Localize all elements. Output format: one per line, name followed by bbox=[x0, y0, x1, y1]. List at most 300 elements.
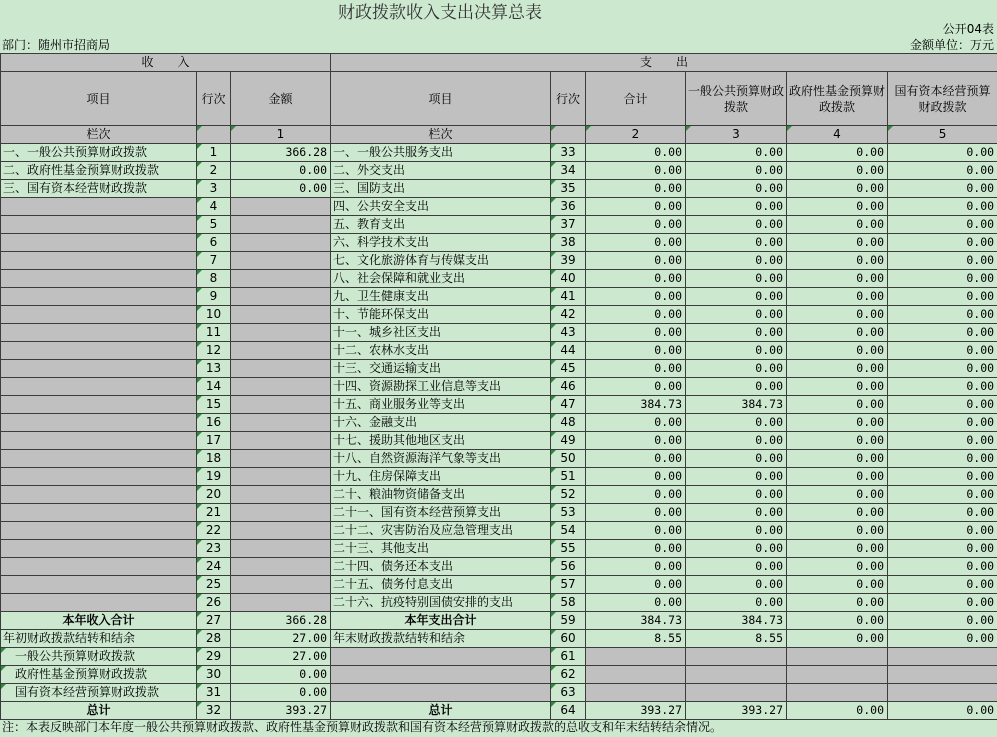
income-line-no: 30 bbox=[197, 666, 231, 684]
income-item bbox=[1, 522, 197, 540]
soe-capital-header: 国有资本经营预算财政拨款 bbox=[888, 72, 997, 126]
income-item-header: 项目 bbox=[1, 72, 197, 126]
expense-item: 二十四、债务还本支出 bbox=[331, 558, 551, 576]
expense-line-no: 34 bbox=[551, 162, 586, 180]
income-amount bbox=[231, 594, 331, 612]
expense-item: 二十二、灾害防治及应急管理支出 bbox=[331, 522, 551, 540]
income-item bbox=[1, 378, 197, 396]
col-index-1: 1 bbox=[231, 126, 331, 144]
income-item: 三、国有资本经营财政拨款 bbox=[1, 180, 197, 198]
expense-item: 十七、援助其他地区支出 bbox=[331, 432, 551, 450]
expense-total: 0.00 bbox=[586, 486, 686, 504]
income-item bbox=[1, 252, 197, 270]
expense-gov-fund: 0.00 bbox=[787, 414, 888, 432]
expense-soe-capital: 0.00 bbox=[888, 576, 997, 594]
income-amount bbox=[231, 342, 331, 360]
closing-balance-label: 年末财政拨款结转和结余 bbox=[331, 630, 551, 648]
table-row bbox=[1, 234, 997, 252]
expense-general-budget: 0.00 bbox=[686, 198, 787, 216]
expense-item: 十、节能环保支出 bbox=[331, 306, 551, 324]
expense-general-budget: 0.00 bbox=[686, 576, 787, 594]
expense-line-no: 61 bbox=[551, 648, 586, 666]
table-row bbox=[1, 558, 997, 576]
income-item bbox=[1, 576, 197, 594]
income-item bbox=[1, 396, 197, 414]
expense-line-no: 47 bbox=[551, 396, 586, 414]
empty-cell bbox=[331, 666, 551, 684]
expense-gov-fund: 0.00 bbox=[787, 702, 888, 720]
income-line-no: 1 bbox=[197, 144, 231, 162]
expense-soe-capital: 0.00 bbox=[888, 702, 997, 720]
income-item bbox=[1, 342, 197, 360]
income-item bbox=[1, 432, 197, 450]
expense-line-no: 44 bbox=[551, 342, 586, 360]
expense-item: 八、社会保障和就业支出 bbox=[331, 270, 551, 288]
gov-fund-header: 政府性基金预算财政拨款 bbox=[787, 72, 888, 126]
expense-soe-capital: 0.00 bbox=[888, 252, 997, 270]
year-expense-total-label: 本年支出合计 bbox=[331, 612, 551, 630]
expense-gov-fund: 0.00 bbox=[787, 504, 888, 522]
table-row bbox=[1, 468, 997, 486]
col-index-3: 3 bbox=[686, 126, 787, 144]
table-row bbox=[1, 198, 997, 216]
income-amount bbox=[231, 324, 331, 342]
expense-soe-capital: 0.00 bbox=[888, 306, 997, 324]
expense-total: 0.00 bbox=[586, 522, 686, 540]
col-index-2: 2 bbox=[586, 126, 686, 144]
income-amount bbox=[231, 522, 331, 540]
expense-general-budget: 8.55 bbox=[686, 630, 787, 648]
income-amount bbox=[231, 558, 331, 576]
income-item bbox=[1, 306, 197, 324]
income-line-no: 12 bbox=[197, 342, 231, 360]
income-item bbox=[1, 558, 197, 576]
empty-cell bbox=[888, 648, 997, 666]
income-line-no: 15 bbox=[197, 396, 231, 414]
income-line-no: 16 bbox=[197, 414, 231, 432]
expense-line-no: 55 bbox=[551, 540, 586, 558]
expense-line-no: 43 bbox=[551, 324, 586, 342]
expense-total: 0.00 bbox=[586, 540, 686, 558]
expense-line-no: 45 bbox=[551, 360, 586, 378]
income-item: 二、政府性基金预算财政拨款 bbox=[1, 162, 197, 180]
expense-gov-fund: 0.00 bbox=[787, 594, 888, 612]
income-grand-total-label: 总计 bbox=[1, 702, 197, 720]
expense-item: 三、国防支出 bbox=[331, 180, 551, 198]
expense-item: 四、公共安全支出 bbox=[331, 198, 551, 216]
expense-item: 十八、自然资源海洋气象等支出 bbox=[331, 450, 551, 468]
income-item bbox=[1, 468, 197, 486]
table-row bbox=[1, 378, 997, 396]
general-budget-header: 一般公共预算财政拨款 bbox=[686, 72, 787, 126]
expense-line-no: 40 bbox=[551, 270, 586, 288]
income-line-no: 20 bbox=[197, 486, 231, 504]
empty-cell bbox=[331, 684, 551, 702]
income-line-no: 28 bbox=[197, 630, 231, 648]
expense-general-budget: 0.00 bbox=[686, 306, 787, 324]
expense-total: 0.00 bbox=[586, 306, 686, 324]
expense-soe-capital: 0.00 bbox=[888, 540, 997, 558]
expense-item: 十三、交通运输支出 bbox=[331, 360, 551, 378]
expense-item: 二十三、其他支出 bbox=[331, 540, 551, 558]
table-row bbox=[1, 180, 997, 198]
table-row bbox=[1, 594, 997, 612]
income-item bbox=[1, 594, 197, 612]
expense-item: 十四、资源勘探工业信息等支出 bbox=[331, 378, 551, 396]
expense-line-no: 49 bbox=[551, 432, 586, 450]
expense-total: 393.27 bbox=[586, 702, 686, 720]
expense-general-budget: 0.00 bbox=[686, 522, 787, 540]
expense-line-no: 37 bbox=[551, 216, 586, 234]
expense-item: 十五、商业服务业等支出 bbox=[331, 396, 551, 414]
expense-gov-fund: 0.00 bbox=[787, 630, 888, 648]
form-code: 公开04表 bbox=[942, 22, 994, 36]
grand-total-row bbox=[1, 702, 997, 720]
income-line-no: 9 bbox=[197, 288, 231, 306]
expense-line-no: 63 bbox=[551, 684, 586, 702]
expense-total: 0.00 bbox=[586, 216, 686, 234]
table-row bbox=[1, 252, 997, 270]
expense-line-no: 64 bbox=[551, 702, 586, 720]
expense-item: 二十、粮油物资储备支出 bbox=[331, 486, 551, 504]
expense-item: 九、卫生健康支出 bbox=[331, 288, 551, 306]
expense-general-budget: 0.00 bbox=[686, 216, 787, 234]
expense-general-budget: 0.00 bbox=[686, 594, 787, 612]
expense-grand-total-label: 总计 bbox=[331, 702, 551, 720]
expense-gov-fund: 0.00 bbox=[787, 324, 888, 342]
table-row bbox=[1, 396, 997, 414]
income-line-no: 17 bbox=[197, 432, 231, 450]
expense-line-no: 38 bbox=[551, 234, 586, 252]
expense-line-no: 48 bbox=[551, 414, 586, 432]
expense-general-budget: 0.00 bbox=[686, 450, 787, 468]
expense-gov-fund: 0.00 bbox=[787, 558, 888, 576]
income-amount: 366.28 bbox=[231, 144, 331, 162]
expense-gov-fund: 0.00 bbox=[787, 234, 888, 252]
empty-cell bbox=[586, 648, 686, 666]
expense-line-no: 52 bbox=[551, 486, 586, 504]
expense-soe-capital: 0.00 bbox=[888, 270, 997, 288]
table-row bbox=[1, 360, 997, 378]
income-item: 一、一般公共预算财政拨款 bbox=[1, 144, 197, 162]
expense-gov-fund: 0.00 bbox=[787, 396, 888, 414]
expense-total: 0.00 bbox=[586, 504, 686, 522]
income-amount bbox=[231, 396, 331, 414]
income-line-no: 13 bbox=[197, 360, 231, 378]
expense-item: 二十六、抗疫特别国债安排的支出 bbox=[331, 594, 551, 612]
income-line-no: 26 bbox=[197, 594, 231, 612]
table-row bbox=[1, 576, 997, 594]
expense-general-budget: 0.00 bbox=[686, 270, 787, 288]
expense-general-budget: 0.00 bbox=[686, 558, 787, 576]
expense-total: 0.00 bbox=[586, 378, 686, 396]
opening-sub-label: 政府性基金预算财政拨款 bbox=[1, 666, 197, 684]
expense-gov-fund: 0.00 bbox=[787, 576, 888, 594]
income-amount bbox=[231, 216, 331, 234]
expense-total: 0.00 bbox=[586, 252, 686, 270]
income-amount bbox=[231, 378, 331, 396]
expense-total: 0.00 bbox=[586, 342, 686, 360]
expense-line-no: 51 bbox=[551, 468, 586, 486]
income-line-no: 24 bbox=[197, 558, 231, 576]
expense-item: 二十一、国有资本经营预算支出 bbox=[331, 504, 551, 522]
income-amount bbox=[231, 414, 331, 432]
expense-general-budget: 0.00 bbox=[686, 378, 787, 396]
expense-general-budget: 0.00 bbox=[686, 432, 787, 450]
income-amount bbox=[231, 234, 331, 252]
expense-line-no: 54 bbox=[551, 522, 586, 540]
income-item bbox=[1, 504, 197, 522]
expense-line-no: 59 bbox=[551, 612, 586, 630]
income-amount bbox=[231, 360, 331, 378]
income-line-no: 18 bbox=[197, 450, 231, 468]
income-amount bbox=[231, 270, 331, 288]
expense-line-no: 42 bbox=[551, 306, 586, 324]
income-line-no: 23 bbox=[197, 540, 231, 558]
income-item bbox=[1, 414, 197, 432]
income-amount-header: 金额 bbox=[231, 72, 331, 126]
expense-line-header: 行次 bbox=[551, 72, 586, 126]
expense-total: 0.00 bbox=[586, 360, 686, 378]
expense-general-budget: 0.00 bbox=[686, 162, 787, 180]
income-item bbox=[1, 540, 197, 558]
income-line-no: 25 bbox=[197, 576, 231, 594]
expense-line-no: 60 bbox=[551, 630, 586, 648]
expense-general-budget: 0.00 bbox=[686, 234, 787, 252]
income-amount bbox=[231, 576, 331, 594]
income-line-no: 22 bbox=[197, 522, 231, 540]
income-line-no: 10 bbox=[197, 306, 231, 324]
expense-line-no: 35 bbox=[551, 180, 586, 198]
expense-soe-capital: 0.00 bbox=[888, 144, 997, 162]
expense-soe-capital: 0.00 bbox=[888, 234, 997, 252]
income-line-no: 7 bbox=[197, 252, 231, 270]
empty-cell bbox=[686, 648, 787, 666]
col-index-4: 4 bbox=[787, 126, 888, 144]
expense-item: 五、教育支出 bbox=[331, 216, 551, 234]
expense-general-budget: 384.73 bbox=[686, 396, 787, 414]
opening-sub-amount: 27.00 bbox=[231, 648, 331, 666]
income-amount bbox=[231, 468, 331, 486]
col-index-blank bbox=[551, 126, 586, 144]
income-item bbox=[1, 216, 197, 234]
expense-general-budget: 384.73 bbox=[686, 612, 787, 630]
empty-cell bbox=[888, 684, 997, 702]
income-line-no: 2 bbox=[197, 162, 231, 180]
expense-general-budget: 0.00 bbox=[686, 342, 787, 360]
expense-line-no: 36 bbox=[551, 198, 586, 216]
income-line-no: 21 bbox=[197, 504, 231, 522]
expense-gov-fund: 0.00 bbox=[787, 180, 888, 198]
empty-cell bbox=[787, 648, 888, 666]
expense-total: 0.00 bbox=[586, 180, 686, 198]
income-line-no: 32 bbox=[197, 702, 231, 720]
expense-gov-fund: 0.00 bbox=[787, 450, 888, 468]
expense-soe-capital: 0.00 bbox=[888, 360, 997, 378]
income-line-no: 11 bbox=[197, 324, 231, 342]
expense-total: 0.00 bbox=[586, 288, 686, 306]
table-row bbox=[1, 504, 997, 522]
income-line-header: 行次 bbox=[197, 72, 231, 126]
table-row bbox=[1, 306, 997, 324]
income-group-header: 收 入 bbox=[1, 54, 331, 72]
expense-total: 0.00 bbox=[586, 270, 686, 288]
income-item bbox=[1, 288, 197, 306]
income-item bbox=[1, 450, 197, 468]
opening-sub-amount: 0.00 bbox=[231, 666, 331, 684]
expense-line-no: 57 bbox=[551, 576, 586, 594]
expense-line-no: 62 bbox=[551, 666, 586, 684]
table-row bbox=[1, 270, 997, 288]
expense-general-budget: 0.00 bbox=[686, 324, 787, 342]
column-header-row bbox=[1, 72, 997, 126]
income-amount: 0.00 bbox=[231, 162, 331, 180]
col-index-5: 5 bbox=[888, 126, 997, 144]
expense-general-budget: 0.00 bbox=[686, 414, 787, 432]
empty-cell bbox=[787, 684, 888, 702]
income-line-no: 6 bbox=[197, 234, 231, 252]
expense-general-budget: 0.00 bbox=[686, 180, 787, 198]
expense-general-budget: 0.00 bbox=[686, 252, 787, 270]
expense-soe-capital: 0.00 bbox=[888, 162, 997, 180]
expense-soe-capital: 0.00 bbox=[888, 468, 997, 486]
table-row bbox=[1, 144, 997, 162]
year-income-total-amount: 366.28 bbox=[231, 612, 331, 630]
expense-line-no: 46 bbox=[551, 378, 586, 396]
income-amount bbox=[231, 198, 331, 216]
income-line-no: 29 bbox=[197, 648, 231, 666]
expense-gov-fund: 0.00 bbox=[787, 378, 888, 396]
income-line-no: 19 bbox=[197, 468, 231, 486]
empty-cell bbox=[686, 666, 787, 684]
department-label: 部门：随州市招商局 bbox=[2, 38, 111, 52]
expense-gov-fund: 0.00 bbox=[787, 432, 888, 450]
table-row bbox=[1, 414, 997, 432]
expense-total: 0.00 bbox=[586, 450, 686, 468]
expense-total: 0.00 bbox=[586, 162, 686, 180]
empty-cell bbox=[331, 648, 551, 666]
expense-gov-fund: 0.00 bbox=[787, 288, 888, 306]
income-line-no: 14 bbox=[197, 378, 231, 396]
opening-balance-label: 年初财政拨款结转和结余 bbox=[1, 630, 197, 648]
expense-total: 0.00 bbox=[586, 468, 686, 486]
expense-total: 0.00 bbox=[586, 576, 686, 594]
empty-cell bbox=[586, 684, 686, 702]
expense-item: 十一、城乡社区支出 bbox=[331, 324, 551, 342]
income-item bbox=[1, 234, 197, 252]
expense-total: 384.73 bbox=[586, 612, 686, 630]
expense-line-no: 33 bbox=[551, 144, 586, 162]
expense-line-no: 41 bbox=[551, 288, 586, 306]
income-amount bbox=[231, 306, 331, 324]
expense-general-budget: 0.00 bbox=[686, 540, 787, 558]
expense-item: 六、科学技术支出 bbox=[331, 234, 551, 252]
table-row bbox=[1, 324, 997, 342]
expense-line-no: 58 bbox=[551, 594, 586, 612]
group-header-row bbox=[1, 54, 997, 72]
empty-cell bbox=[787, 666, 888, 684]
income-item bbox=[1, 486, 197, 504]
income-item bbox=[1, 360, 197, 378]
expense-item: 二十五、债务付息支出 bbox=[331, 576, 551, 594]
opening-sub-amount: 0.00 bbox=[231, 684, 331, 702]
expense-line-no: 56 bbox=[551, 558, 586, 576]
expense-group-header: 支 出 bbox=[331, 54, 997, 72]
expense-soe-capital: 0.00 bbox=[888, 414, 997, 432]
expense-soe-capital: 0.00 bbox=[888, 396, 997, 414]
expense-gov-fund: 0.00 bbox=[787, 486, 888, 504]
column-index-row bbox=[1, 126, 997, 144]
empty-cell bbox=[586, 666, 686, 684]
expense-total: 0.00 bbox=[586, 558, 686, 576]
income-amount bbox=[231, 288, 331, 306]
income-item bbox=[1, 324, 197, 342]
year-income-total-label: 本年收入合计 bbox=[1, 612, 197, 630]
expense-soe-capital: 0.00 bbox=[888, 432, 997, 450]
expense-general-budget: 393.27 bbox=[686, 702, 787, 720]
table-row bbox=[1, 162, 997, 180]
income-amount bbox=[231, 432, 331, 450]
expense-gov-fund: 0.00 bbox=[787, 270, 888, 288]
expense-item-header: 项目 bbox=[331, 72, 551, 126]
expense-total: 0.00 bbox=[586, 414, 686, 432]
table-row bbox=[1, 216, 997, 234]
income-amount bbox=[231, 504, 331, 522]
expense-general-budget: 0.00 bbox=[686, 468, 787, 486]
expense-soe-capital: 0.00 bbox=[888, 216, 997, 234]
opening-sub-label: 一般公共预算财政拨款 bbox=[1, 648, 197, 666]
table-row bbox=[1, 540, 997, 558]
income-amount bbox=[231, 486, 331, 504]
expense-gov-fund: 0.00 bbox=[787, 468, 888, 486]
expense-item: 七、文化旅游体育与传媒支出 bbox=[331, 252, 551, 270]
expense-total: 0.00 bbox=[586, 324, 686, 342]
expense-gov-fund: 0.00 bbox=[787, 198, 888, 216]
table-row bbox=[1, 486, 997, 504]
income-grand-total-amount: 393.27 bbox=[231, 702, 331, 720]
col-label-cell: 栏次 bbox=[1, 126, 197, 144]
income-item bbox=[1, 198, 197, 216]
expense-gov-fund: 0.00 bbox=[787, 144, 888, 162]
carry-sub-row bbox=[1, 684, 997, 702]
expense-soe-capital: 0.00 bbox=[888, 558, 997, 576]
expense-general-budget: 0.00 bbox=[686, 288, 787, 306]
expense-soe-capital: 0.00 bbox=[888, 630, 997, 648]
expense-soe-capital: 0.00 bbox=[888, 288, 997, 306]
expense-item: 十六、金融支出 bbox=[331, 414, 551, 432]
carry-row bbox=[1, 630, 997, 648]
income-amount bbox=[231, 450, 331, 468]
expense-gov-fund: 0.00 bbox=[787, 306, 888, 324]
expense-item: 十九、住房保障支出 bbox=[331, 468, 551, 486]
income-line-no: 3 bbox=[197, 180, 231, 198]
empty-cell bbox=[888, 666, 997, 684]
income-line-no: 31 bbox=[197, 684, 231, 702]
expense-soe-capital: 0.00 bbox=[888, 198, 997, 216]
expense-soe-capital: 0.00 bbox=[888, 594, 997, 612]
expense-soe-capital: 0.00 bbox=[888, 522, 997, 540]
opening-balance-amount: 27.00 bbox=[231, 630, 331, 648]
expense-line-no: 39 bbox=[551, 252, 586, 270]
expense-general-budget: 0.00 bbox=[686, 144, 787, 162]
expense-gov-fund: 0.00 bbox=[787, 252, 888, 270]
expense-soe-capital: 0.00 bbox=[888, 486, 997, 504]
year-total-row bbox=[1, 612, 997, 630]
carry-sub-row bbox=[1, 666, 997, 684]
expense-general-budget: 0.00 bbox=[686, 360, 787, 378]
col-label-cell: 栏次 bbox=[331, 126, 551, 144]
expense-item: 二、外交支出 bbox=[331, 162, 551, 180]
